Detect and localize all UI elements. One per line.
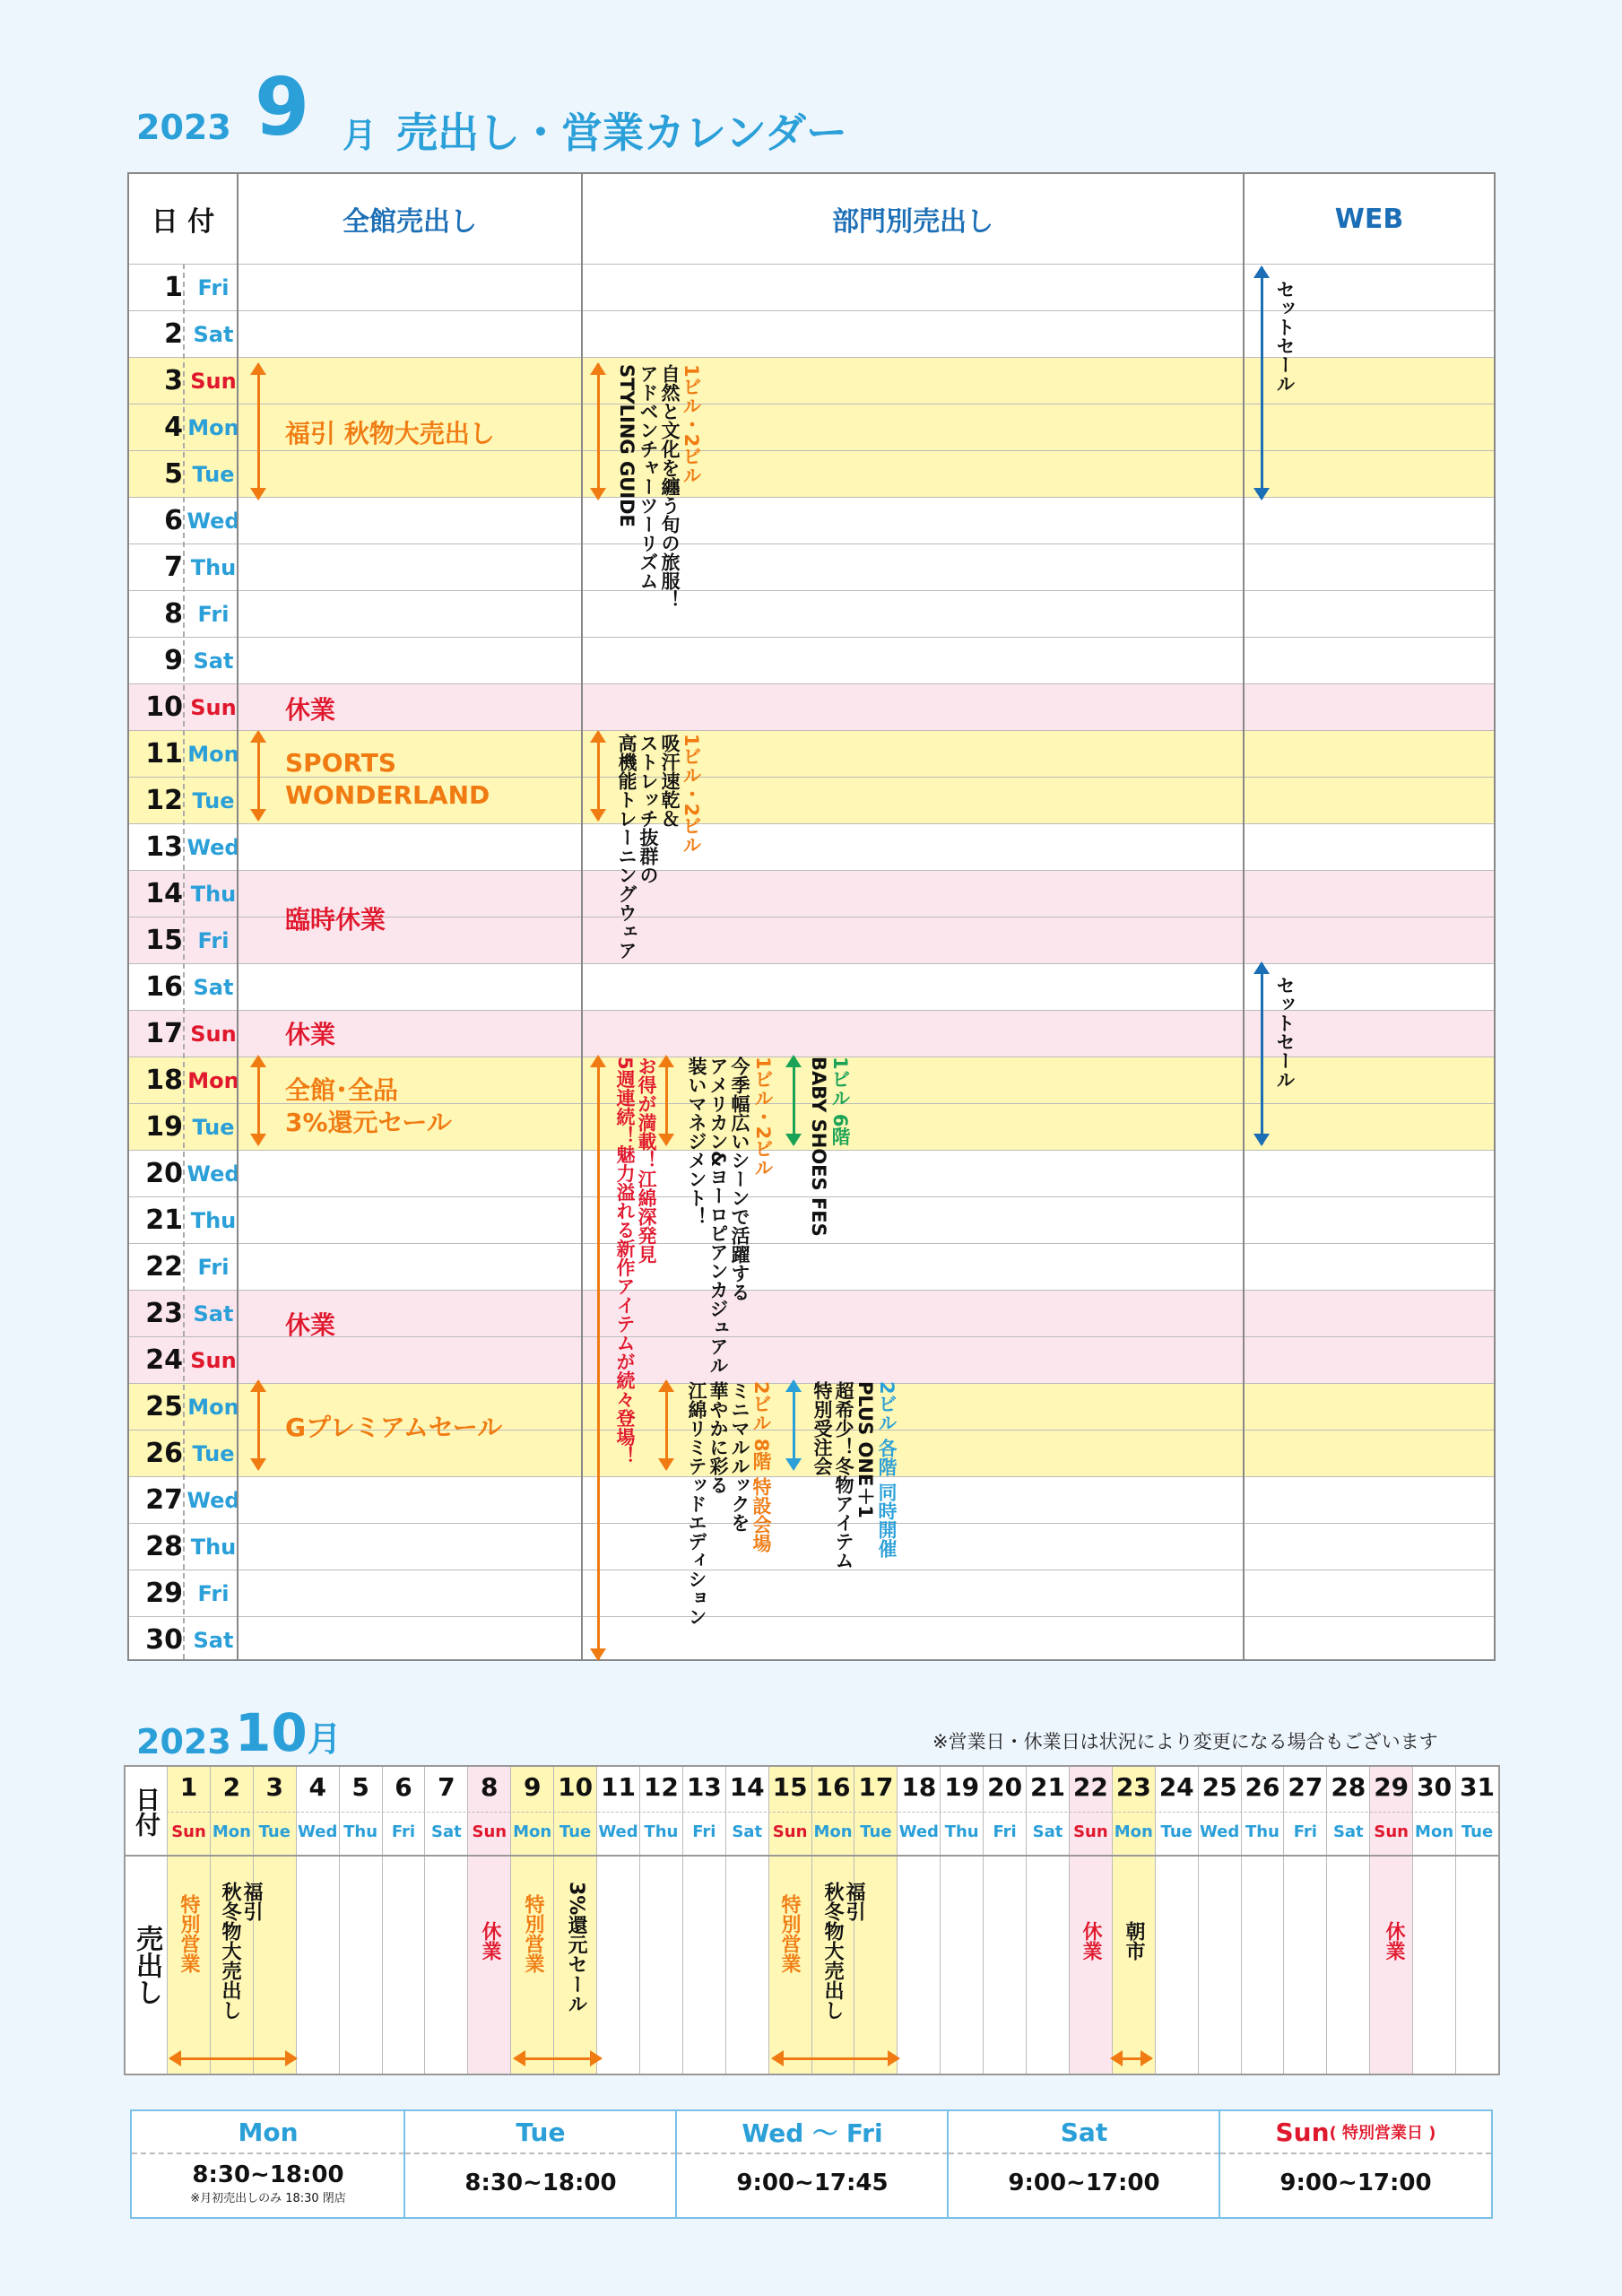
header-web: WEB xyxy=(1334,203,1404,235)
october-day-number: 22 xyxy=(1072,1772,1108,1802)
dept-span-arrow xyxy=(793,1057,795,1144)
october-day-number: 8 xyxy=(481,1772,499,1802)
dept-b-line3: 高機能トレーニングウェア xyxy=(616,734,638,960)
october-day-column xyxy=(983,1767,1026,2074)
october-day-number: 9 xyxy=(523,1772,542,1802)
dept-e-floor: 1ビル 6階 xyxy=(829,1057,851,1146)
october-day-of-week: Sun xyxy=(472,1822,507,1841)
day-of-week: Sun xyxy=(190,694,237,720)
oct-special-business: 特別営業 xyxy=(178,1894,200,1973)
dept-a-line3: STYLING GUIDE xyxy=(616,364,638,527)
day-number: 17 xyxy=(145,1018,183,1049)
october-day-number: 14 xyxy=(729,1772,765,1802)
business-hours-table xyxy=(130,2109,1493,2219)
hours-sun: Sun ( 特別営業日 ) 9:00~17:00 xyxy=(1219,2111,1491,2217)
day-of-week: Sat xyxy=(193,1627,234,1653)
day-row xyxy=(129,1476,1494,1523)
day-of-week: Fri xyxy=(197,927,230,953)
dept-f-line3: 江綿リミテッドエディション xyxy=(686,1381,707,1626)
day-row xyxy=(129,497,1494,544)
october-day-column xyxy=(897,1767,940,2074)
october-day-of-week: Fri xyxy=(1293,1822,1317,1841)
october-year: 2023 xyxy=(136,1722,231,1761)
october-day-column xyxy=(1026,1767,1069,2074)
october-day-of-week: Sun xyxy=(772,1822,808,1841)
event-closed: 休業 xyxy=(285,1310,336,1340)
october-month: 10月 xyxy=(235,1702,342,1763)
day-of-week: Mon xyxy=(187,1394,239,1420)
october-sale-label: 売出し xyxy=(131,1925,162,2005)
day-row xyxy=(129,1336,1494,1383)
october-day-of-week: Fri xyxy=(391,1822,416,1841)
title-month-unit: 月 xyxy=(343,116,377,155)
dept-span-arrow xyxy=(793,1381,795,1469)
day-of-week: Mon xyxy=(187,1067,239,1093)
day-number: 13 xyxy=(145,831,183,863)
october-day-number: 31 xyxy=(1460,1772,1495,1802)
day-number: 30 xyxy=(145,1624,183,1656)
page-title: 売出し・営業カレンダー xyxy=(396,109,848,157)
october-day-column xyxy=(467,1767,510,2074)
event-closed: 休業 xyxy=(285,695,336,725)
event-sports-line2: WONDERLAND xyxy=(285,780,490,810)
october-day-number: 17 xyxy=(858,1772,894,1802)
day-row xyxy=(129,450,1494,497)
october-day-of-week: Tue xyxy=(258,1822,291,1841)
day-number: 2 xyxy=(164,318,183,350)
day-number: 3 xyxy=(164,365,183,396)
october-day-column xyxy=(596,1767,639,2074)
dept-g-line1: PLUS ONE＋1 xyxy=(854,1381,876,1518)
title-month: 9 xyxy=(255,61,310,153)
day-of-week: Sun xyxy=(190,368,237,394)
day-row xyxy=(129,544,1494,590)
oct-fukubiki: 福引 xyxy=(843,1882,865,1921)
day-number: 16 xyxy=(145,971,183,1003)
day-number: 23 xyxy=(145,1298,183,1329)
hours-tue: Tue 8:30~18:00 xyxy=(403,2111,676,2217)
october-day-of-week: Mon xyxy=(1415,1822,1454,1841)
dept-a-floor: 1ビル・2ビル xyxy=(681,364,702,485)
day-of-week: Sat xyxy=(193,1300,234,1326)
october-calendar xyxy=(124,1765,1500,2075)
october-day-of-week: Sat xyxy=(1332,1822,1364,1841)
day-number: 21 xyxy=(145,1205,183,1236)
day-number: 20 xyxy=(145,1158,183,1189)
day-number: 27 xyxy=(145,1484,183,1516)
october-day-of-week: Tue xyxy=(860,1822,892,1841)
dept-c-line1: お得が満載！江綿深発見 xyxy=(636,1057,657,1264)
dept-b-line2: ストレッチ抜群の xyxy=(638,734,659,884)
day-number: 1 xyxy=(164,272,183,303)
header-date: 日 付 xyxy=(151,206,215,238)
day-of-week: Thu xyxy=(190,554,237,580)
dept-span-arrow xyxy=(597,732,600,820)
october-day-of-week: Thu xyxy=(343,1822,378,1841)
day-of-week: Mon xyxy=(187,414,239,440)
october-day-number: 1 xyxy=(179,1772,198,1802)
dept-g-line3: 特別受注会 xyxy=(811,1381,833,1475)
october-day-column xyxy=(424,1767,467,2074)
day-of-week: Sat xyxy=(193,648,234,674)
dept-b-floor: 1ビル・2ビル xyxy=(681,734,702,855)
day-number: 6 xyxy=(164,505,183,536)
day-number: 10 xyxy=(145,691,183,723)
october-day-column xyxy=(940,1767,983,2074)
day-row xyxy=(129,1616,1494,1663)
dept-e-line1: BABY SHOES FES xyxy=(808,1057,829,1237)
october-day-of-week: Thu xyxy=(644,1822,679,1841)
october-day-of-week: Sun xyxy=(1374,1822,1409,1841)
october-day-of-week: Fri xyxy=(993,1822,1017,1841)
day-number: 18 xyxy=(145,1065,183,1096)
day-of-week: Sat xyxy=(193,321,234,347)
october-day-column xyxy=(296,1767,339,2074)
day-row xyxy=(129,1243,1494,1290)
oct-3percent-sale: 3%還元セール xyxy=(565,1882,587,2014)
day-number: 29 xyxy=(145,1578,183,1609)
day-of-week: Sun xyxy=(190,1021,237,1047)
october-day-of-week: Tue xyxy=(1160,1822,1193,1841)
october-day-column xyxy=(1198,1767,1241,2074)
day-number: 8 xyxy=(164,598,183,630)
october-day-number: 21 xyxy=(1030,1772,1065,1802)
dept-f-line1: ミニマルルックを xyxy=(729,1381,750,1532)
dept-span-arrow xyxy=(665,1381,668,1469)
october-day-of-week: Sat xyxy=(732,1822,763,1841)
dept-span-arrow xyxy=(597,1057,600,1659)
october-day-number: 7 xyxy=(438,1772,455,1802)
october-day-of-week: Mon xyxy=(212,1822,251,1841)
october-day-number: 2 xyxy=(222,1772,241,1802)
day-row xyxy=(129,1570,1494,1616)
october-day-number: 16 xyxy=(815,1772,851,1802)
web-set-sale: セットセール xyxy=(1274,280,1296,393)
oct-closed: 休業 xyxy=(1080,1921,1102,1961)
day-number: 4 xyxy=(164,412,183,443)
day-of-week: Sun xyxy=(190,1347,237,1373)
day-of-week: Tue xyxy=(192,787,235,813)
dept-span-arrow xyxy=(597,364,600,499)
october-day-of-week: Thu xyxy=(1245,1822,1279,1841)
dept-d-line1: 今季幅広いシーンで活躍する xyxy=(729,1057,750,1301)
october-day-number: 24 xyxy=(1158,1772,1194,1802)
event-span-arrow xyxy=(257,364,260,499)
day-of-week: Thu xyxy=(190,881,237,907)
october-day-column xyxy=(1283,1767,1326,2074)
title-year: 2023 xyxy=(136,108,231,147)
october-day-number: 25 xyxy=(1201,1772,1237,1802)
oct-autumn-winter-sale: 秋冬物大売出し xyxy=(219,1882,241,2020)
oct-closed: 休業 xyxy=(1383,1921,1405,1961)
october-day-number: 28 xyxy=(1331,1772,1366,1802)
oct-autumn-winter-sale: 秋冬物大売出し xyxy=(821,1882,844,2020)
web-span-arrow xyxy=(1261,963,1263,1144)
september-calendar xyxy=(127,172,1496,1661)
dept-a-line2: アドベンチャーツーリズム xyxy=(638,364,659,590)
october-day-of-week: Mon xyxy=(513,1822,552,1841)
dept-a-line1: 自然と文化を纏う旬の旅服！ xyxy=(659,364,681,609)
oct-fukubiki: 福引 xyxy=(240,1882,263,1921)
october-day-of-week: Wed xyxy=(1199,1822,1240,1841)
day-of-week: Tue xyxy=(192,1114,235,1140)
dept-g-floor: 2ビル 各階 同時開催 xyxy=(876,1381,898,1559)
event-closed: 休業 xyxy=(285,1020,336,1049)
dept-d-floor: 1ビル・2ビル xyxy=(752,1057,774,1178)
october-day-of-week: Sat xyxy=(1032,1822,1063,1841)
day-number: 22 xyxy=(145,1251,183,1283)
october-day-number: 20 xyxy=(987,1772,1023,1802)
october-day-of-week: Mon xyxy=(1114,1822,1153,1841)
october-day-column xyxy=(1155,1767,1198,2074)
october-day-column xyxy=(1112,1767,1155,2074)
day-number: 7 xyxy=(164,552,183,583)
october-day-number: 3 xyxy=(265,1772,284,1802)
october-day-number: 23 xyxy=(1115,1772,1151,1802)
october-day-number: 27 xyxy=(1288,1772,1323,1802)
dept-g-line2: 超希少！冬物アイテム xyxy=(833,1381,854,1570)
dept-b-line1: 吸汗速乾＆ xyxy=(659,734,681,828)
october-day-of-week: Sun xyxy=(171,1822,206,1841)
october-day-column xyxy=(1412,1767,1455,2074)
day-of-week: Fri xyxy=(197,601,230,627)
october-day-column xyxy=(639,1767,682,2074)
october-day-of-week: Sat xyxy=(431,1822,462,1841)
october-day-number: 6 xyxy=(395,1772,412,1802)
october-day-number: 30 xyxy=(1417,1772,1453,1802)
day-row xyxy=(129,637,1494,683)
october-day-column xyxy=(1455,1767,1498,2074)
hours-sat: Sat 9:00~17:00 xyxy=(947,2111,1219,2217)
day-number: 25 xyxy=(145,1391,183,1422)
day-of-week: Mon xyxy=(187,741,239,767)
day-of-week: Thu xyxy=(190,1534,237,1560)
day-of-week: Sat xyxy=(193,974,234,1000)
day-row xyxy=(129,823,1494,870)
day-number: 15 xyxy=(145,925,183,956)
day-number: 11 xyxy=(145,738,183,770)
day-of-week: Fri xyxy=(197,274,230,300)
dept-f-line2: 華やかに彩る xyxy=(707,1381,729,1494)
day-number: 5 xyxy=(164,458,183,490)
event-temporary-closed: 臨時休業 xyxy=(285,905,386,935)
day-of-week: Wed xyxy=(186,1161,240,1187)
day-of-week: Thu xyxy=(190,1207,237,1233)
october-day-column xyxy=(1369,1767,1412,2074)
october-day-of-week: Wed xyxy=(598,1822,638,1841)
dept-d-line2: アメリカン&ヨーロピアンカジュアル xyxy=(707,1057,729,1375)
event-span-arrow xyxy=(257,1057,260,1144)
header-department: 部門別売出し xyxy=(832,206,993,238)
october-day-column xyxy=(682,1767,725,2074)
october-day-of-week: Sun xyxy=(1073,1822,1108,1841)
hours-mon: Mon 8:30~18:00 ※月初売出しのみ 18:30 閉店 xyxy=(132,2111,404,2217)
october-day-column xyxy=(1069,1767,1112,2074)
event-sports-line1: SPORTS xyxy=(285,748,397,778)
event-fukubiki-autumn-sale: 福引 秋物大売出し xyxy=(285,419,495,448)
day-of-week: Wed xyxy=(186,834,240,860)
oct-closed: 休業 xyxy=(479,1921,501,1961)
day-of-week: Wed xyxy=(186,508,240,534)
october-day-number: 13 xyxy=(686,1772,722,1802)
day-number: 26 xyxy=(145,1438,183,1469)
october-day-number: 26 xyxy=(1245,1772,1280,1802)
october-day-of-week: Wed xyxy=(898,1822,939,1841)
day-of-week: Fri xyxy=(197,1254,230,1280)
oct-special-business: 特別営業 xyxy=(778,1894,801,1973)
day-of-week: Tue xyxy=(192,461,235,487)
event-g-premium-sale: Gプレミアムセール xyxy=(285,1413,503,1442)
october-day-number: 29 xyxy=(1374,1772,1409,1802)
oct-span-arrow xyxy=(773,2057,898,2060)
day-row xyxy=(129,590,1494,637)
oct-span-arrow xyxy=(170,2057,296,2060)
october-day-of-week: Wed xyxy=(298,1822,338,1841)
october-day-number: 10 xyxy=(558,1772,594,1802)
october-date-label: 日付 xyxy=(132,1787,161,1837)
day-number: 28 xyxy=(145,1531,183,1562)
october-day-column xyxy=(382,1767,425,2074)
october-day-number: 15 xyxy=(772,1772,808,1802)
october-day-column xyxy=(1326,1767,1369,2074)
october-day-number: 5 xyxy=(351,1772,369,1802)
dept-d-line3: 装いマネジメント！ xyxy=(686,1057,707,1226)
day-number: 9 xyxy=(164,645,183,676)
day-number: 14 xyxy=(145,878,183,909)
event-span-arrow xyxy=(257,1381,260,1469)
day-number: 19 xyxy=(145,1111,183,1143)
oct-span-arrow xyxy=(1112,2057,1151,2060)
october-day-column xyxy=(1241,1767,1284,2074)
day-of-week: Wed xyxy=(186,1487,240,1513)
october-day-of-week: Fri xyxy=(692,1822,716,1841)
oct-morning-market: 朝市 xyxy=(1123,1921,1145,1961)
day-number: 24 xyxy=(145,1344,183,1376)
web-span-arrow xyxy=(1261,267,1263,499)
october-day-of-week: Thu xyxy=(944,1822,979,1841)
october-day-number: 12 xyxy=(643,1772,679,1802)
dept-c-line2: 5週連続！魅力溢れる新作アイテムが続々登場！ xyxy=(614,1057,636,1465)
event-all-items-line2: 3%還元セール xyxy=(285,1108,452,1137)
hours-wed-fri: Wed ～ Fri 9:00~17:45 xyxy=(675,2111,948,2217)
dept-span-arrow xyxy=(665,1057,668,1144)
october-day-of-week: Tue xyxy=(1461,1822,1494,1841)
web-set-sale: セットセール xyxy=(1274,976,1296,1089)
header-all-store: 全館売出し xyxy=(343,206,477,238)
dept-f-floor: 2ビル 8階 特設会場 xyxy=(750,1381,772,1552)
day-of-week: Tue xyxy=(192,1440,235,1466)
october-day-number: 19 xyxy=(944,1772,980,1802)
day-row xyxy=(129,1523,1494,1570)
oct-special-business: 特別営業 xyxy=(522,1894,544,1973)
day-of-week: Fri xyxy=(197,1580,230,1606)
october-day-number: 11 xyxy=(601,1772,636,1802)
oct-span-arrow xyxy=(515,2057,601,2060)
day-number: 12 xyxy=(145,785,183,816)
schedule-change-note: ※営業日・休業日は状況により変更になる場合もございます xyxy=(932,1731,1438,1752)
event-span-arrow xyxy=(257,732,260,820)
october-day-of-week: Mon xyxy=(813,1822,853,1841)
event-all-items-line1: 全館･全品 xyxy=(285,1075,399,1105)
october-day-column xyxy=(725,1767,768,2074)
october-day-column xyxy=(339,1767,382,2074)
october-day-of-week: Tue xyxy=(559,1822,592,1841)
october-day-number: 18 xyxy=(901,1772,937,1802)
october-day-number: 4 xyxy=(308,1772,326,1802)
